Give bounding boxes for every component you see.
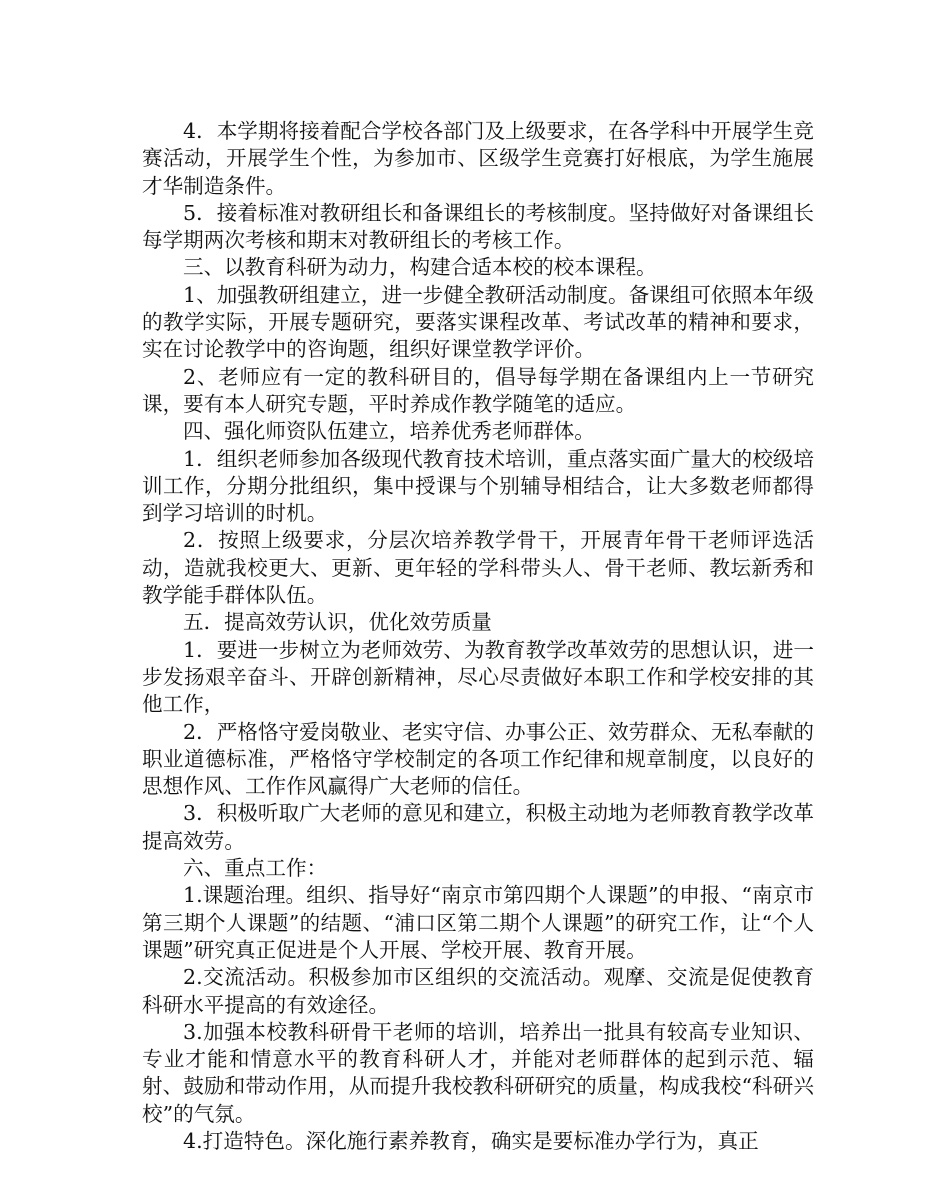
paragraph-item-4-competitions: 4．本学期将接着配合学校各部门及上级要求，在各学科中开展学生竞赛活动，开展学生个性，为参加市、区级学生竞赛打好根底，为学生施展才华制造条件。: [142, 119, 814, 198]
section-heading-5: 五．提高效劳认识，优化效劳质量: [183, 610, 492, 635]
paragraph-6-3: 3.加强本校教科研骨干老师的培训，培养出一批具有较高专业知识、专业才能和情意水平的教育科研人才，并能对老师群体的起到示范、辐射、鼓励和带动作用，从而提升我校教科研研究的质量，构成我校“科研兴校”的气氛。: [142, 1019, 814, 1126]
paragraph-6-1: 1.课题治理。组织、指导好“南京市第四期个人课题”的申报、“南京市第三期个人课题”的结题、“浦口区第二期个人课题”的研究工作，让“个人课题”研究真正促进是个人开展、学校开展、教育开展。: [142, 883, 814, 962]
paragraph-4-2: 2．按照上级要求，分层次培养教学骨干，开展青年骨干老师评选活动，造就我校更大、更新、更年轻的学科带头人、骨干老师、教坛新秀和教学能手群体队伍。: [142, 528, 814, 608]
paragraph-3-1: 1、加强教研组建立，进一步健全教研活动制度。备课组可依照本年级的教学实际，开展专题研究，要落实课程改革、考试改革的精神和要求，实在讨论教学中的咨询题，组织好课堂教学评价。: [142, 282, 814, 362]
section-heading-4: 四、强化师资队伍建立，培养优秀老师群体。: [183, 419, 595, 444]
paragraph-5-1: 1．要进一步树立为老师效劳、为教育教学改革效劳的思想认识，进一步发扬艰辛奋斗、开辟创新精神，尽心尽责做好本职工作和学校安排的其他工作，: [142, 637, 814, 717]
section-heading-3: 三、以教育科研为动力，构建合适本校的校本课程。: [183, 255, 657, 280]
paragraph-item-5-assessment: 5．接着标准对教研组长和备课组长的考核制度。坚持做好对备课组长每学期两次考核和期末对教研组长的考核工作。: [142, 200, 814, 253]
paragraph-6-4: 4.打造特色。深化施行素养教育，确实是要标准办学行为，真正: [183, 1128, 759, 1153]
document-page: [142, 118, 814, 1155]
section-heading-6: 六、重点工作：: [183, 856, 328, 881]
paragraph-3-2: 2、老师应有一定的教科研目的，倡导每学期在备课组内上一节研究课，要有本人研究专题，平时养成作教学随笔的适应。: [142, 364, 814, 416]
paragraph-6-2: 2.交流活动。积极参加市区组织的交流活动。观摩、交流是促使教育科研水平提高的有效途径。: [142, 965, 814, 1017]
paragraph-4-1: 1．组织老师参加各级现代教育技术培训，重点落实面广量大的校级培训工作，分期分批组织，集中授课与个别辅导相结合，让大多数老师都得到学习培训的时机。: [142, 446, 814, 526]
paragraph-5-3: 3．积极听取广大老师的意见和建立，积极主动地为老师教育教学改革提高效劳。: [142, 801, 814, 853]
paragraph-5-2: 2．严格恪守爱岗敬业、老实守信、办事公正、效劳群众、无私奉献的职业道德标准，严格恪守学校制定的各项工作纪律和规章制度，以良好的思想作风、工作作风赢得广大老师的信任。: [142, 719, 814, 799]
